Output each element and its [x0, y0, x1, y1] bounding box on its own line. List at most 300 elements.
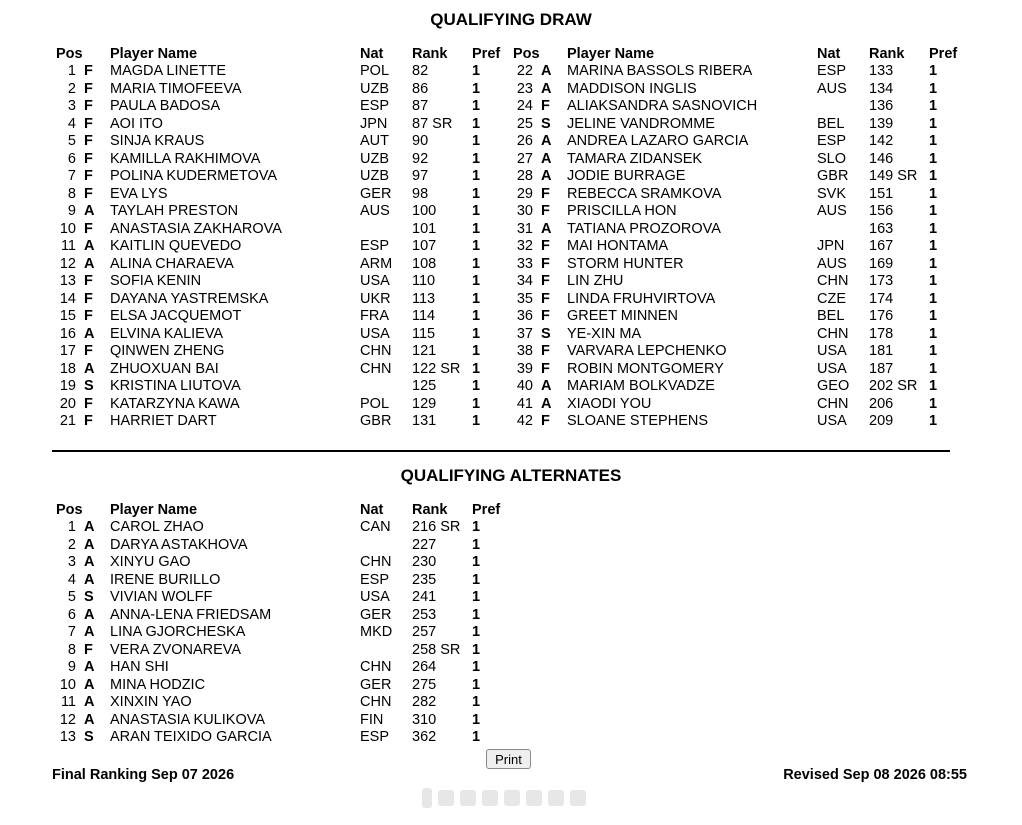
row-player-name: JODIE BURRAGE: [567, 168, 686, 184]
row-pref: 1: [472, 185, 481, 202]
row-rank: 282: [412, 694, 437, 710]
row-nat: CHN: [360, 360, 392, 377]
row-rank: 136: [869, 98, 894, 114]
row-nat: USA: [817, 360, 847, 377]
row-pos: 18: [59, 360, 76, 377]
row-pos: 3: [67, 554, 76, 570]
row-pos: 29: [516, 185, 533, 202]
table-row: [54, 291, 524, 309]
table-row: [54, 519, 524, 537]
row-nat: BEL: [817, 115, 845, 132]
row-nat: CHN: [360, 694, 392, 710]
row-pref: 1: [929, 395, 938, 412]
row-rank: 133: [869, 63, 894, 79]
row-rank: 87: [412, 98, 429, 114]
row-rank: 362: [412, 729, 437, 745]
row-entry-status: F: [541, 273, 550, 289]
table-row: [54, 326, 524, 344]
table-header: [54, 502, 524, 520]
row-pos: 21: [59, 413, 76, 429]
row-entry-status: F: [84, 63, 93, 79]
row-pref: 1: [472, 589, 481, 605]
row-player-name: YE-XIN MA: [567, 325, 642, 342]
header-pos: Pos: [56, 502, 83, 518]
row-pref: 1: [472, 255, 481, 272]
row-player-name: LINA GJORCHESKA: [110, 624, 246, 640]
row-pref: 1: [472, 641, 481, 658]
row-pref: 1: [472, 378, 481, 394]
row-entry-status: A: [541, 168, 552, 184]
row-rank: 264: [412, 659, 437, 675]
row-nat: GER: [360, 185, 392, 202]
row-player-name: KAMILLA RAKHIMOVA: [110, 150, 261, 167]
row-pref: 1: [472, 308, 481, 324]
table-row: [511, 168, 981, 186]
header-pos: Pos: [513, 46, 540, 62]
qualifying-alternates-title: QUALIFYING ALTERNATES: [400, 466, 622, 485]
table-row: [511, 238, 981, 256]
row-rank: 107: [412, 238, 437, 254]
table-row: [54, 186, 524, 204]
row-rank: 176: [869, 308, 894, 324]
row-entry-status: F: [84, 133, 93, 149]
row-nat: GBR: [817, 168, 849, 184]
row-entry-status: A: [541, 150, 552, 167]
table-row: [511, 203, 981, 221]
row-pref: 1: [472, 395, 481, 412]
row-rank: 257: [412, 624, 437, 640]
qualifying-draw-title: QUALIFYING DRAW: [430, 10, 592, 29]
row-pos: 20: [59, 395, 76, 412]
row-pos: 16: [59, 325, 76, 342]
row-entry-status: F: [541, 185, 550, 202]
row-entry-status: F: [84, 150, 93, 167]
row-entry-status: A: [84, 536, 95, 553]
row-rank: 209: [869, 413, 894, 429]
row-player-name: ARAN TEIXIDO GARCIA: [110, 729, 272, 745]
row-nat: USA: [817, 413, 847, 429]
row-rank: 163: [869, 220, 894, 237]
row-pref: 1: [472, 80, 481, 97]
row-rank: 115: [412, 325, 436, 342]
row-entry-status: F: [84, 413, 93, 429]
row-player-name: TATIANA PROZOROVA: [567, 220, 721, 237]
row-pref: 1: [929, 133, 938, 149]
row-player-name: MARINA BASSOLS RIBERA: [567, 63, 753, 79]
table-header: [511, 46, 981, 64]
row-entry-status: F: [541, 203, 550, 219]
row-rank: 87 SR: [412, 115, 453, 132]
row-player-name: PAULA BADOSA: [110, 98, 221, 114]
row-rank: 310: [412, 711, 437, 728]
table-row: [511, 343, 981, 361]
row-entry-status: F: [84, 308, 93, 324]
row-entry-status: S: [84, 378, 94, 394]
row-entry-status: A: [84, 255, 95, 272]
row-pos: 4: [67, 115, 76, 132]
row-pref: 1: [472, 98, 481, 114]
header-player-name: Player Name: [110, 502, 198, 518]
row-pref: 1: [472, 729, 481, 745]
row-player-name: POLINA KUDERMETOVA: [110, 168, 278, 184]
row-rank: 139: [869, 115, 894, 132]
table-row: [54, 238, 524, 256]
row-entry-status: A: [541, 133, 552, 149]
table-row: [54, 677, 524, 695]
row-nat: CHN: [817, 395, 849, 412]
row-nat: AUS: [360, 203, 390, 219]
row-nat: POL: [360, 63, 390, 79]
row-nat: CAN: [360, 519, 391, 535]
row-pref: 1: [472, 536, 481, 553]
row-pos: 35: [516, 290, 533, 307]
row-player-name: SINJA KRAUS: [110, 133, 205, 149]
header-rank: Rank: [869, 46, 905, 62]
table-row: [511, 133, 981, 151]
row-nat: USA: [360, 325, 390, 342]
row-pref: 1: [472, 290, 481, 307]
row-pos: 15: [59, 308, 76, 324]
row-pos: 41: [516, 395, 533, 412]
row-player-name: GREET MINNEN: [567, 308, 678, 324]
row-entry-status: S: [541, 115, 551, 132]
row-pos: 19: [59, 378, 76, 394]
table-header: [54, 46, 524, 64]
row-pos: 22: [516, 63, 533, 79]
row-pos: 14: [59, 290, 76, 307]
row-pref: 1: [929, 273, 938, 289]
row-pos: 27: [516, 150, 533, 167]
table-row: [54, 642, 524, 660]
row-pos: 12: [59, 711, 76, 728]
row-nat: CHN: [360, 659, 392, 675]
row-entry-status: S: [84, 729, 94, 745]
table-row: [54, 572, 524, 590]
row-pos: 2: [67, 80, 76, 97]
row-pref: 1: [929, 220, 938, 237]
row-pref: 1: [472, 519, 481, 535]
row-rank: 258 SR: [412, 641, 461, 658]
row-entry-status: A: [541, 378, 552, 394]
row-rank: 110: [412, 273, 436, 289]
row-pref: 1: [929, 115, 938, 132]
row-pos: 30: [516, 203, 533, 219]
row-nat: ESP: [360, 729, 390, 745]
row-nat: UZB: [360, 150, 389, 167]
row-rank: 86: [412, 80, 429, 97]
row-player-name: REBECCA SRAMKOVA: [567, 185, 722, 202]
row-pos: 33: [516, 255, 533, 272]
row-player-name: ROBIN MONTGOMERY: [567, 360, 724, 377]
row-pos: 9: [67, 203, 76, 219]
row-pos: 37: [516, 325, 533, 342]
row-pos: 40: [516, 378, 533, 394]
final-ranking-date: Final Ranking Sep 07 2026: [52, 767, 235, 783]
row-pref: 1: [929, 238, 938, 254]
row-rank: 121: [412, 343, 437, 359]
row-player-name: MARIA TIMOFEEVA: [110, 80, 242, 97]
row-nat: MKD: [360, 624, 393, 640]
row-nat: AUT: [360, 133, 389, 149]
row-pos: 38: [516, 343, 533, 359]
table-row: [511, 396, 981, 414]
row-pref: 1: [929, 185, 938, 202]
table-row: [54, 396, 524, 414]
row-entry-status: F: [84, 98, 93, 114]
row-nat: BEL: [817, 308, 845, 324]
table-row: [54, 273, 524, 291]
row-rank: 142: [869, 133, 894, 149]
table-row: [511, 63, 981, 81]
row-pos: 12: [59, 255, 76, 272]
row-player-name: ALINA CHARAEVA: [110, 255, 234, 272]
table-row: [511, 361, 981, 379]
table-row: [511, 273, 981, 291]
row-pref: 1: [929, 325, 938, 342]
table-row: [54, 151, 524, 169]
row-nat: USA: [817, 343, 847, 359]
table-row: [54, 98, 524, 116]
row-pos: 1: [67, 63, 76, 79]
row-entry-status: A: [541, 395, 552, 412]
row-rank: 230: [412, 554, 437, 570]
header-nat: Nat: [817, 46, 841, 62]
row-entry-status: F: [84, 273, 93, 289]
row-player-name: TAMARA ZIDANSEK: [567, 150, 703, 167]
row-player-name: QINWEN ZHENG: [110, 343, 225, 359]
row-rank: 97: [412, 168, 429, 184]
row-player-name: VERA ZVONAREVA: [110, 641, 242, 658]
row-pos: 26: [516, 133, 533, 149]
row-nat: POL: [360, 395, 390, 412]
watermark-logo: [420, 784, 600, 812]
row-player-name: ANDREA LAZARO GARCIA: [567, 133, 749, 149]
row-pref: 1: [929, 378, 938, 394]
row-pref: 1: [472, 150, 481, 167]
row-nat: ESP: [360, 238, 390, 254]
row-nat: FIN: [360, 711, 384, 728]
row-entry-status: F: [541, 290, 550, 307]
row-entry-status: A: [84, 694, 95, 710]
print-button[interactable]: Print: [486, 749, 531, 769]
row-pos: 17: [59, 343, 76, 359]
row-pos: 10: [59, 220, 76, 237]
table-row: [54, 203, 524, 221]
row-pos: 39: [516, 360, 533, 377]
table-row: [54, 589, 524, 607]
row-player-name: XINXIN YAO: [110, 694, 192, 710]
row-rank: 100: [412, 203, 437, 219]
row-entry-status: A: [84, 606, 95, 623]
row-rank: 178: [869, 325, 894, 342]
row-pos: 8: [67, 641, 76, 658]
row-entry-status: F: [84, 343, 93, 359]
row-pos: 7: [67, 168, 76, 184]
row-nat: SVK: [817, 185, 847, 202]
row-player-name: MAI HONTAMA: [567, 238, 669, 254]
row-rank: 173: [869, 273, 894, 289]
row-pos: 34: [516, 273, 533, 289]
row-pref: 1: [472, 624, 481, 640]
row-rank: 131: [412, 413, 437, 429]
row-player-name: ANASTASIA KULIKOVA: [110, 711, 265, 728]
row-rank: 235: [412, 571, 437, 588]
row-rank: 156: [869, 203, 894, 219]
row-pos: 13: [59, 729, 76, 745]
row-pos: 36: [516, 308, 533, 324]
row-entry-status: A: [84, 203, 95, 219]
row-pref: 1: [472, 273, 481, 289]
row-entry-status: S: [84, 589, 94, 605]
row-nat: GEO: [817, 378, 850, 394]
row-rank: 122 SR: [412, 360, 461, 377]
row-nat: SLO: [817, 150, 847, 167]
row-player-name: ANNA-LENA FRIEDSAM: [110, 606, 272, 623]
table-row: [511, 151, 981, 169]
row-entry-status: F: [84, 395, 93, 412]
row-rank: 108: [412, 255, 437, 272]
row-pref: 1: [472, 115, 481, 132]
table-row: [511, 326, 981, 344]
row-pref: 1: [929, 413, 938, 429]
table-row: [54, 63, 524, 81]
row-rank: 134: [869, 80, 894, 97]
row-rank: 206: [869, 395, 894, 412]
row-nat: GER: [360, 606, 392, 623]
row-player-name: HARRIET DART: [110, 413, 217, 429]
header-player-name: Player Name: [110, 46, 198, 62]
row-rank: 146: [869, 150, 894, 167]
row-nat: UKR: [360, 290, 391, 307]
row-pref: 1: [472, 325, 481, 342]
row-pos: 2: [67, 536, 76, 553]
table-row: [54, 116, 524, 134]
row-player-name: VARVARA LEPCHENKO: [567, 343, 727, 359]
row-pos: 24: [516, 98, 533, 114]
row-pos: 5: [67, 589, 76, 605]
row-pref: 1: [929, 203, 938, 219]
header-pref: Pref: [472, 46, 501, 62]
row-pref: 1: [472, 203, 481, 219]
header-rank: Rank: [412, 502, 448, 518]
header-pref: Pref: [472, 502, 501, 518]
row-entry-status: A: [84, 711, 95, 728]
row-nat: CHN: [817, 325, 849, 342]
header-pref: Pref: [929, 46, 958, 62]
row-pos: 11: [60, 238, 76, 254]
row-pref: 1: [929, 168, 938, 184]
row-nat: JPN: [817, 238, 845, 254]
row-entry-status: F: [84, 80, 93, 97]
row-player-name: ANASTASIA ZAKHAROVA: [110, 220, 282, 237]
table-row: [511, 291, 981, 309]
table-row: [511, 98, 981, 116]
table-row: [511, 186, 981, 204]
row-player-name: KRISTINA LIUTOVA: [110, 378, 241, 394]
table-row: [511, 221, 981, 239]
row-pref: 1: [472, 606, 481, 623]
row-nat: CHN: [817, 273, 849, 289]
row-player-name: CAROL ZHAO: [110, 519, 204, 535]
row-pref: 1: [472, 343, 481, 359]
row-entry-status: A: [84, 554, 95, 570]
table-row: [54, 413, 524, 431]
row-player-name: DAYANA YASTREMSKA: [110, 290, 269, 307]
table-row: [511, 116, 981, 134]
table-row: [54, 168, 524, 186]
table-row: [54, 221, 524, 239]
row-rank: 216 SR: [412, 519, 461, 535]
revised-date: Revised Sep 08 2026 08:55: [783, 767, 967, 783]
row-pos: 13: [59, 273, 76, 289]
row-nat: CZE: [817, 290, 846, 307]
row-player-name: PRISCILLA HON: [567, 203, 677, 219]
row-pref: 1: [472, 238, 481, 254]
row-entry-status: A: [541, 80, 552, 97]
row-nat: ESP: [817, 133, 847, 149]
table-row: [54, 659, 524, 677]
row-pos: 32: [516, 238, 533, 254]
table-row: [54, 694, 524, 712]
row-pref: 1: [472, 133, 481, 149]
row-entry-status: S: [541, 325, 551, 342]
row-entry-status: A: [84, 360, 95, 377]
table-row: [54, 133, 524, 151]
row-rank: 174: [869, 290, 894, 307]
row-rank: 114: [412, 308, 436, 324]
row-pos: 10: [59, 676, 76, 693]
row-pref: 1: [472, 220, 481, 237]
row-pos: 23: [516, 80, 533, 97]
row-rank: 90: [412, 133, 429, 149]
table-row: [511, 256, 981, 274]
row-entry-status: F: [84, 115, 93, 132]
row-nat: FRA: [360, 308, 389, 324]
row-entry-status: F: [541, 255, 550, 272]
row-player-name: HAN SHI: [110, 659, 169, 675]
header-nat: Nat: [360, 502, 384, 518]
row-entry-status: F: [84, 168, 93, 184]
row-pos: 3: [67, 98, 76, 114]
row-entry-status: A: [84, 325, 95, 342]
row-player-name: MAGDA LINETTE: [110, 63, 227, 79]
row-pos: 9: [67, 659, 76, 675]
row-entry-status: F: [84, 220, 93, 237]
table-row: [54, 256, 524, 274]
table-row: [511, 413, 981, 431]
row-rank: 149 SR: [869, 168, 918, 184]
row-nat: ESP: [817, 63, 847, 79]
row-player-name: TAYLAH PRESTON: [110, 203, 239, 219]
row-pos: 25: [516, 115, 533, 132]
row-pref: 1: [929, 80, 938, 97]
row-pos: 7: [67, 624, 76, 640]
row-entry-status: F: [541, 360, 550, 377]
row-nat: ESP: [360, 98, 390, 114]
row-player-name: JELINE VANDROMME: [567, 115, 715, 132]
row-entry-status: A: [84, 238, 95, 254]
row-pref: 1: [472, 63, 481, 79]
row-pref: 1: [472, 571, 481, 588]
row-pos: 42: [516, 413, 533, 429]
table-row: [54, 554, 524, 572]
row-entry-status: A: [84, 659, 95, 675]
row-pos: 28: [516, 168, 533, 184]
table-row: [54, 343, 524, 361]
row-rank: 241: [412, 589, 437, 605]
row-nat: ESP: [360, 571, 390, 588]
row-pref: 1: [472, 694, 481, 710]
